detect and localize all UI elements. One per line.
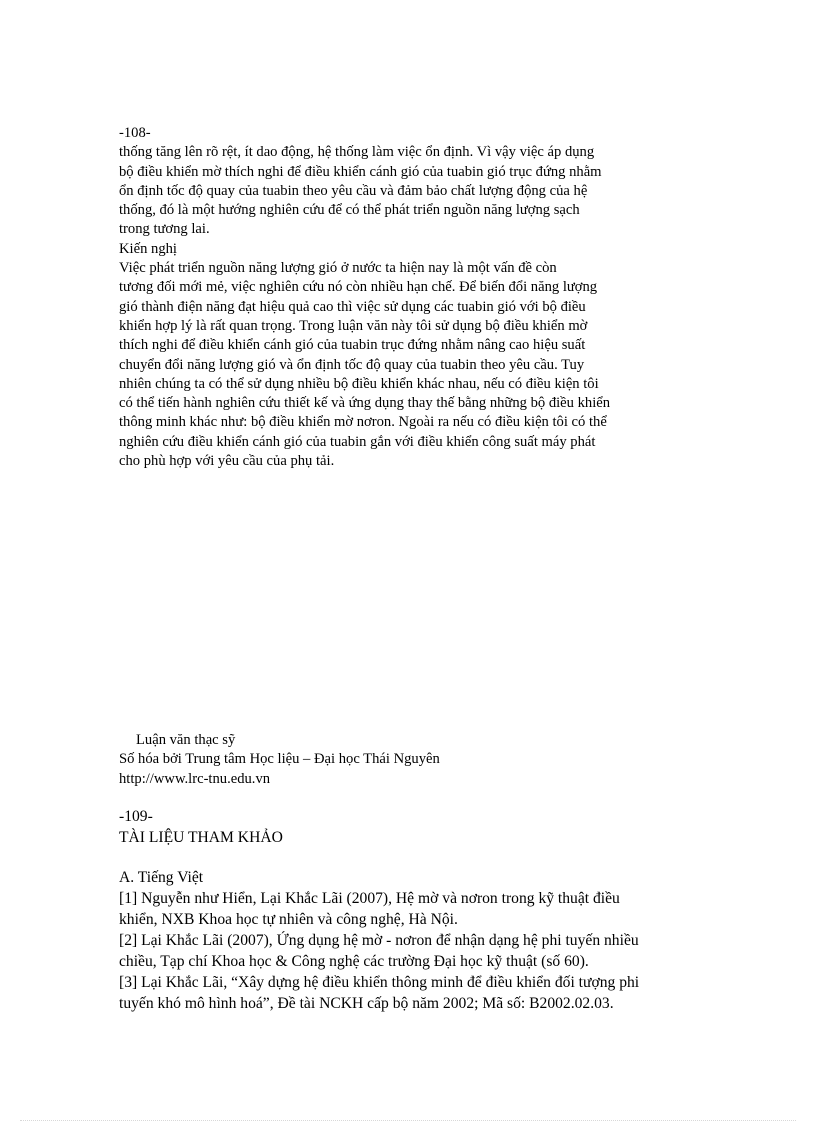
page-edge-divider: [20, 1120, 796, 1121]
reference-line: [1] Nguyễn như Hiển, Lại Khắc Lãi (2007), Hệ mờ và nơron trong kỹ thuật điều: [119, 890, 620, 907]
reference-line: chiều, Tạp chí Khoa học & Công nghệ các trường Đại học kỹ thuật (số 60).: [119, 953, 589, 970]
references-title: TÀI LIỆU THAM KHẢO: [119, 829, 283, 846]
paragraph-line: Việc phát triển nguồn năng lượng gió ở nước ta hiện nay là một vấn đề còn: [119, 260, 557, 277]
reference-line: tuyến khó mô hình hoá”, Đề tài NCKH cấp bộ năm 2002; Mã số: B2002.02.03.: [119, 995, 614, 1012]
paragraph-line: bộ điều khiển mờ thích nghi để điều khiển cánh gió của tuabin gió trục đứng nhằm: [119, 163, 602, 180]
page-109-section: [119, 806, 679, 1014]
subsection-heading: A. Tiếng Việt: [119, 869, 204, 886]
paragraph-line: nghiên cứu điều khiển cánh gió của tuabin gắn với điều khiển công suất máy phát: [119, 433, 596, 450]
page-footer: [119, 731, 679, 789]
reference-line: [2] Lại Khắc Lãi (2007), Ứng dụng hệ mờ - nơron để nhận dạng hệ phi tuyến nhiều: [119, 932, 639, 949]
page-number: -108-: [119, 125, 151, 141]
paragraph-line: ổn định tốc độ quay của tuabin theo yêu cầu và đảm bảo chất lượng động của hệ: [119, 182, 588, 199]
reference-line: [3] Lại Khắc Lãi, “Xây dựng hệ điều khiển thông minh để điều khiển đối tượng phi: [119, 974, 640, 991]
paragraph-line: nhiên chúng ta có thể sử dụng nhiều bộ điều khiển khác nhau, nếu có điều kiện tôi: [119, 375, 599, 392]
paragraph-line: tương đối mới mẻ, việc nghiên cứu nó còn nhiều hạn chế. Để biến đổi năng lượng: [119, 279, 598, 296]
page-108-section: [119, 124, 679, 471]
paragraph-line: thông minh khác như: bộ điều khiển mờ nơron. Ngoài ra nếu có điều kiện tôi có thể: [119, 414, 607, 431]
paragraph-line: trong tương lai.: [119, 221, 210, 238]
footer-url: http://www.lrc-tnu.edu.vn: [119, 770, 271, 787]
thesis-label: Luận văn thạc sỹ: [136, 732, 236, 748]
paragraph-line: cho phù hợp với yêu cầu của phụ tải.: [119, 453, 335, 470]
reference-line: khiển, NXB Khoa học tự nhiên và công nghệ, Hà Nội.: [119, 911, 458, 928]
paragraph-line: gió thành điện năng đạt hiệu quả cao thì việc sử dụng các tuabin gió với bộ điều: [119, 298, 586, 315]
paragraph-line: có thể tiến hành nghiên cứu thiết kế và ứng dụng thay thế bằng những bộ điều khiển: [119, 395, 611, 412]
page-number: -109-: [119, 808, 153, 825]
spacer: [119, 848, 679, 867]
paragraph-line: thích nghi để điều khiển cánh gió của tuabin trục đứng nhằm nâng cao hiệu suất: [119, 337, 586, 354]
digitized-by-text: Số hóa bởi Trung tâm Học liệu – Đại học Thái Nguyên: [119, 751, 440, 768]
paragraph-line: chuyển đổi năng lượng gió và ổn định tốc độ quay của tuabin theo yêu cầu. Tuy: [119, 356, 585, 373]
paragraph-line: thống tăng lên rõ rệt, ít dao động, hệ thống làm việc ổn định. Vì vậy việc áp dụng: [119, 144, 595, 161]
paragraph-line: thống, đó là một hướng nghiên cứu để có thể phát triển nguồn năng lượng sạch: [119, 202, 580, 219]
paragraph-line: khiển hợp lý là rất quan trọng. Trong luận văn này tôi sử dụng bộ điều khiển mờ: [119, 317, 588, 334]
section-heading: Kiến nghị: [119, 240, 177, 257]
